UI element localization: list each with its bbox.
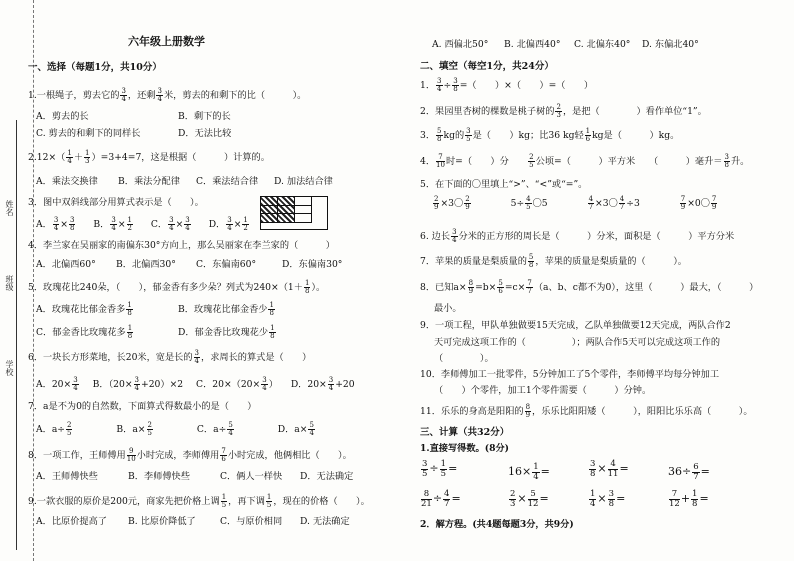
q4-option-d: D．东偏南30° bbox=[282, 259, 343, 270]
binding-line bbox=[16, 120, 17, 550]
fill-4: 4． $\frac{7}{10}$ 时=（ ）分 $\frac{2}{5}$ 公顷=（ ）平方米 （ ）毫升＝ $\frac{3}{8}$ 升。 bbox=[420, 153, 750, 169]
calc-expr-2: 16× $\frac{1}{4}$ = bbox=[508, 462, 550, 482]
question-6: 6．一块长方形菜地，长20米，宽是长的 $\frac{3}{4}$ ，求周长的算式是（ ） bbox=[28, 349, 312, 365]
q10-option-c: C. 北偏东40° bbox=[574, 39, 631, 50]
fill-5-comparisons: $\frac{2}{9}$ ×3〇 $\frac{2}{9}$ 5÷ $\frac{4}{5}$ 〇5 $\frac{4}{7}$ ×3〇 $\frac{4}{7}$ ÷3 $\frac{7}{9}$ ×0〇 $\frac{7}{9}$ bbox=[434, 195, 717, 211]
calc-expr-4: 36÷ $\frac{6}{7}$ = bbox=[668, 462, 710, 482]
q10-option-a: A. 西偏北50° bbox=[432, 39, 489, 50]
fill-8-cont: 最小。 bbox=[434, 303, 462, 314]
name-label: 姓名 bbox=[5, 200, 14, 216]
section-fill: 二、填空（每空1分，共24分） bbox=[420, 61, 554, 72]
fill-10-line1: 10．李师傅加工一批零件，5分钟加工了5个零件，李师傅平均每分钟加工 bbox=[420, 369, 720, 380]
fill-3: 3． $\frac{5}{8}$ kg的 $\frac{3}{5}$ 是（ ）kg；比36 kg轻 $\frac{1}{6}$ kg是（ ）kg。 bbox=[420, 127, 680, 143]
q5-option-a: A．玫瑰花比郁金香多 $\frac{1}{8}$ bbox=[36, 301, 132, 317]
q7-options: A．a÷ $\frac{2}{5}$ B．a× $\frac{2}{5}$ C．a÷ $\frac{5}{4}$ D．a× $\frac{5}{4}$ bbox=[36, 421, 314, 437]
page-title: 六年级上册数学 bbox=[128, 35, 205, 48]
fill-10-line2: （ ）个零件，加工1个零件需要（ ）分钟。 bbox=[434, 385, 652, 396]
fill-8: 8．已知a× $\frac{8}{9}$ =b× $\frac{5}{6}$ =c× $\frac{7}{7}$ （a、b、c都不为0），这里（ ）最大，（ ） bbox=[420, 279, 759, 295]
fill-5: 5．在下面的〇里填上“>”、“<”或“=”。 bbox=[420, 179, 588, 190]
q5-option-c: C．郁金香比玫瑰花多 $\frac{1}{8}$ bbox=[36, 324, 133, 340]
q8-option-c: C．俩人一样快 bbox=[220, 471, 283, 482]
fill-6: 6. 边长 $\frac{3}{4}$ 分米的正方形的周长是（ ）分米，面积是（ ）平方分米 bbox=[420, 228, 735, 244]
question-1: 1.一根绳子，剪去它的 $\frac{3}{4}$ ，还剩 $\frac{3}{4}$ 米，剪去的和剩下的比（ ）。 bbox=[28, 87, 307, 103]
q6-options: A．20× $\frac{3}{4}$ B．（20× $\frac{3}{4}$ +20）×2 C．20×（20× $\frac{3}{4}$ ） D．20× $\frac{3}{4}$ +20 bbox=[36, 376, 355, 392]
fill-11: 11．乐乐的身高是阳阳的 $\frac{8}{9}$ ，乐乐比阳阳矮（ ），阳阳比乐乐高（ ）。 bbox=[420, 403, 753, 419]
q1-option-a: A．剪去的长 bbox=[36, 111, 89, 122]
calc-part-1-title: 1.直接写得数。(8分) bbox=[420, 443, 509, 454]
section-calc: 三、计算（共32分） bbox=[420, 427, 510, 438]
calc-part-2-title: 2．解方程。(共4题每题3分，共9分) bbox=[420, 519, 574, 530]
q10-option-b: B. 北偏西40° bbox=[504, 39, 561, 50]
calc-expr-1: $\frac{3}{5}$ ÷ $\frac{1}{5}$ = bbox=[422, 459, 458, 479]
calc-expr-7: $\frac{1}{4}$ × $\frac{3}{8}$ = bbox=[590, 489, 626, 509]
fill-9-line1: 9．一项工程，甲队单独做要15天完成，乙队单独做要12天完成，两队合作2 bbox=[420, 320, 731, 331]
question-5: 5．玫瑰花比240朵，（ ），郁金香有多少朵？列式为240×（1＋ $\frac{1}{8}$ ）。 bbox=[28, 279, 326, 295]
calc-expr-6: $\frac{2}{3}$ × $\frac{5}{12}$ = bbox=[510, 489, 549, 509]
q2-option-d: D. 加法结合律 bbox=[274, 176, 333, 187]
q9-option-a: A．比原价提高了 bbox=[36, 516, 107, 527]
shaded-grid-figure bbox=[260, 196, 328, 230]
left-column bbox=[28, 0, 400, 561]
q5-option-d: D．郁金香比玫瑰花少 $\frac{1}{8}$ bbox=[178, 324, 275, 340]
q3-options: A． $\frac{3}{4}$ × $\frac{3}{8}$ B． $\frac{3}{4}$ × $\frac{1}{2}$ C． $\frac{3}{4}$ × $\frac{3}{4}$ D． $\frac{3}{4}$ × $\frac{1}{2}$ bbox=[36, 216, 248, 232]
fill-7: 7．苹果的质量是梨质量的 $\frac{5}{8}$ ，苹果的质量是梨质量的（ ）。 bbox=[420, 253, 687, 269]
calc-expr-3: $\frac{3}{8}$ × $\frac{4}{11}$ = bbox=[590, 459, 629, 479]
q1-option-b: B．剩下的长 bbox=[178, 111, 231, 122]
q4-option-a: A．北偏西60° bbox=[36, 259, 96, 270]
question-9: 9.一款衣服的原价是200元，商家先把价格上调 $\frac{1}{5}$ ，再下调 $\frac{1}{5}$ ，现在的价格（ ）。 bbox=[28, 493, 370, 509]
q9-option-b: B. 比原价降低了 bbox=[128, 516, 196, 527]
section-choice: 一、选择（每题1分，共10分） bbox=[28, 62, 162, 73]
class-label: 班级 bbox=[5, 275, 14, 291]
question-8: 8．一项工作，王师傅用 $\frac{9}{10}$ 小时完成，李师傅用 $\frac{7}{6}$ 小时完成，他俩相比（ ）。 bbox=[28, 447, 352, 463]
fill-2: 2．果园里杏树的棵数是桃子树的 $\frac{2}{3}$ ，是把（ ）看作单位“1”。 bbox=[420, 103, 707, 119]
fill-9-line2: 天可完成这项工作的（ ）；两队合作5天可以完成这项工作的 bbox=[434, 337, 721, 348]
calc-expr-5: $\frac{8}{21}$ ÷ $\frac{4}{7}$ = bbox=[421, 489, 461, 509]
q9-option-c: C．与原价相同 bbox=[220, 516, 283, 527]
calc-expr-8: $\frac{7}{12}$ + $\frac{1}{8}$ = bbox=[669, 489, 709, 509]
fill-1: 1． $\frac{3}{4}$ ÷ $\frac{3}{8}$ =（ ）×（ ）=（ ） bbox=[420, 77, 594, 93]
q8-option-d: D．无法确定 bbox=[300, 471, 354, 482]
q9-option-d: D. 无法确定 bbox=[300, 516, 350, 527]
q4-option-b: B．北偏西30° bbox=[116, 259, 176, 270]
q5-option-b: B．玫瑰花比郁金香少 $\frac{1}{8}$ bbox=[178, 301, 274, 317]
fill-9-line3: （ ）。 bbox=[434, 353, 494, 364]
q8-option-b: B．李师傅快些 bbox=[128, 471, 190, 482]
q10-option-d: D. 东偏北40° bbox=[642, 39, 699, 50]
q2-option-c: C．乘法结合律 bbox=[196, 176, 259, 187]
q2-option-b: B．乘法分配律 bbox=[118, 176, 180, 187]
q1-option-d: D．无法比较 bbox=[178, 128, 232, 139]
q1-option-c: C. 剪去的和剩下的同样长 bbox=[36, 128, 141, 139]
school-label: 学校 bbox=[5, 360, 14, 376]
question-4: 4．李兰家在吴丽家的南偏东30°方向上，那么吴丽家在李兰家的（ ） bbox=[28, 240, 335, 251]
question-3: 3．图中双斜线部分用算式表示是（ ）。 bbox=[28, 197, 204, 208]
question-7: 7．a是不为0的自然数，下面算式得数最小的是（ ） bbox=[28, 401, 257, 412]
q4-option-c: C．东偏南60° bbox=[196, 259, 257, 270]
q8-option-a: A．王师傅快些 bbox=[36, 471, 98, 482]
question-2: 2.12×（ $\frac{1}{4}$ ＋ $\frac{1}{3}$ ）=3+4=7，这是根据（ ）计算的。 bbox=[28, 149, 270, 165]
right-column bbox=[416, 0, 794, 561]
q2-option-a: A．乘法交换律 bbox=[36, 176, 98, 187]
